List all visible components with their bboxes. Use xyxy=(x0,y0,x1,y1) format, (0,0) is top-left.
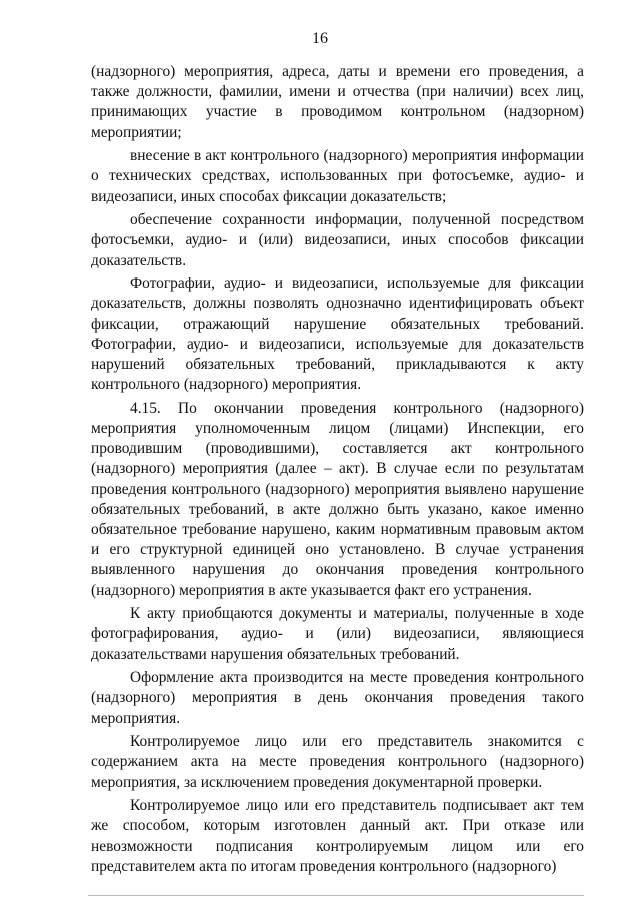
paragraph-list-item: внесение в акт контрольного (надзорного) мероприятия информации о технических средствах, использованных при фотосъемке, аудио- и видеозаписи, иных способах фиксации доказательств; xyxy=(91,147,584,205)
paragraph: Оформление акта производится на месте проведения контрольного (надзорного) мероприятия в день окончания проведения такого мероприятия. xyxy=(91,669,584,727)
document-body xyxy=(91,62,584,878)
paragraph-list-item: обеспечение сохранности информации, полученной посредством фотосъемки, аудио- и (или) видеозаписи, иных способов фиксации доказательств. xyxy=(91,211,584,269)
paragraph: К акту приобщаются документы и материалы, полученные в ходе фотографирования, аудио- и (или) видеозаписи, являющиеся доказательствами нарушения обязательных требований. xyxy=(91,605,584,663)
paragraph-section-4-15: 4.15. По окончании проведения контрольного (надзорного) мероприятия уполномоченным лицом (лицами) Инспекции, его проводившим (проводившими), составляется акт контрольного (надзорного) мероприятия (далее – акт). В случае если по результатам проведения контрольного (надзорного) мероприятия выявлено нарушение обязательных требований, в акте должно быть указано, какое именно обязательное требование нарушено, каким нормативным правовым актом и его структурной единицей оно установлено. В случае устранения выявленного нарушения до окончания проведения контрольного (надзорного) мероприятия в акте указывается факт его устранения. xyxy=(91,399,584,599)
page-bottom-edge xyxy=(88,895,584,896)
paragraph: Контролируемое лицо или его представитель знакомится с содержанием акта на месте проведения контрольного (надзорного) мероприятия, за исключением проведения документарной проверки. xyxy=(91,733,584,791)
paragraph: Контролируемое лицо или его представитель подписывает акт тем же способом, которым изготовлен данный акт. При отказе или невозможности подписания контролируемым лицом или его представителем акта по итогам проведения контрольного (надзорного) xyxy=(91,797,584,875)
paragraph-continuation: (надзорного) мероприятия, адреса, даты и времени его проведения, а также должности, фамилии, имени и отчества (при наличии) всех лиц, принимающих участие в проводимом контрольном (надзорном) мероприятии; xyxy=(91,63,584,141)
paragraph: Фотографии, аудио- и видеозаписи, используемые для фиксации доказательств, должны позволять однозначно идентифицировать объект фиксации, отражающий нарушение обязательных требований. Фотографии, аудио- и видеозаписи, используемые для доказательств нарушений обязательных требований, прикладываются к акту контрольного (надзорного) мероприятия. xyxy=(91,275,584,394)
page-number: 16 xyxy=(312,30,328,47)
